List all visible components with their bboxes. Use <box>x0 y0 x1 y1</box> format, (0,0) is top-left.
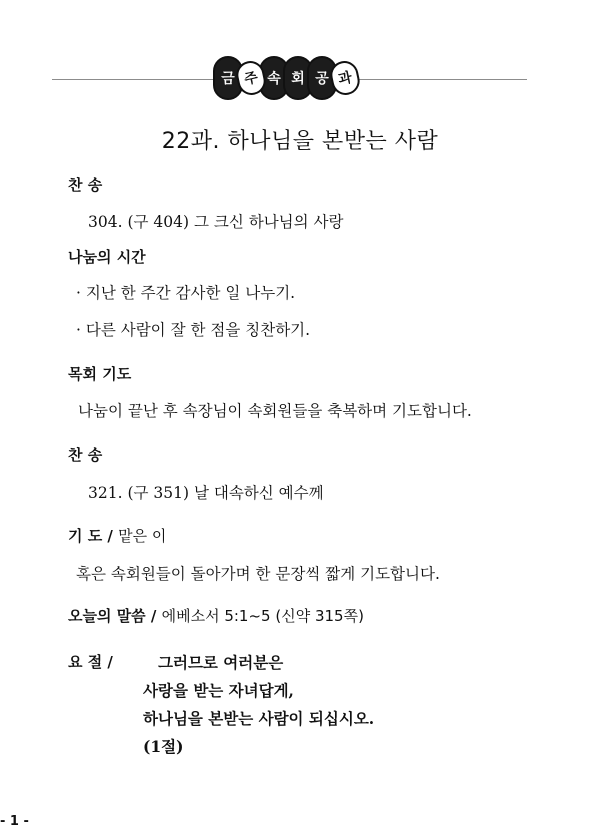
header-badge-1: 금 <box>213 56 243 100</box>
sharing-heading: 나눔의 시간 <box>68 248 146 266</box>
pastoral-prayer-text: 나눔이 끝난 후 속장님이 속회원들을 축복하며 기도합니다. <box>78 402 472 420</box>
header-badge-3: 속 <box>259 56 289 100</box>
pastoral-prayer-heading: 목회 기도 <box>68 365 132 383</box>
hymn2-text: 321. (구 351) 날 대속하신 예수께 <box>88 484 324 502</box>
header-badge-5: 공 <box>307 56 337 100</box>
sharing-item-2: · 다른 사람이 잘 한 점을 칭찬하기. <box>76 321 311 339</box>
header-badge-2: 주 <box>234 58 268 97</box>
header-badges <box>213 52 359 104</box>
prayer-leader: 맡은 이 <box>118 527 167 545</box>
lesson-title: 22과. 하나님을 본받는 사람 <box>161 129 439 154</box>
header-badge-6: 과 <box>328 58 362 97</box>
key-verse-heading: 요 절 / <box>68 653 113 671</box>
prayer-heading-label: 기 도 / <box>68 527 113 545</box>
key-verse-line-3: 하나님을 본받는 사람이 되십시오. <box>143 709 375 728</box>
page-number: - 1 - <box>0 814 29 829</box>
today-word-reference: 에베소서 5:1~5 (신약 315쪽) <box>161 607 364 625</box>
key-verse-line-1: 그러므로 여러분은 <box>158 653 284 672</box>
sharing-item-1: · 지난 한 주간 감사한 일 나누기. <box>76 284 296 302</box>
hymn1-text: 304. (구 404) 그 크신 하나님의 사랑 <box>88 213 344 231</box>
key-verse-line-2: 사랑을 받는 자녀답게, <box>143 681 294 700</box>
today-word-heading <box>68 605 364 626</box>
today-word-label: 오늘의 말씀 / <box>68 607 157 625</box>
prayer-text: 혹은 속회원들이 돌아가며 한 문장씩 짧게 기도합니다. <box>76 565 440 583</box>
header-badge-4: 회 <box>283 56 313 100</box>
hymn1-heading: 찬 송 <box>68 176 103 194</box>
hymn2-heading: 찬 송 <box>68 446 103 464</box>
prayer-heading <box>68 525 166 546</box>
key-verse-line-4: (1절) <box>143 737 184 756</box>
